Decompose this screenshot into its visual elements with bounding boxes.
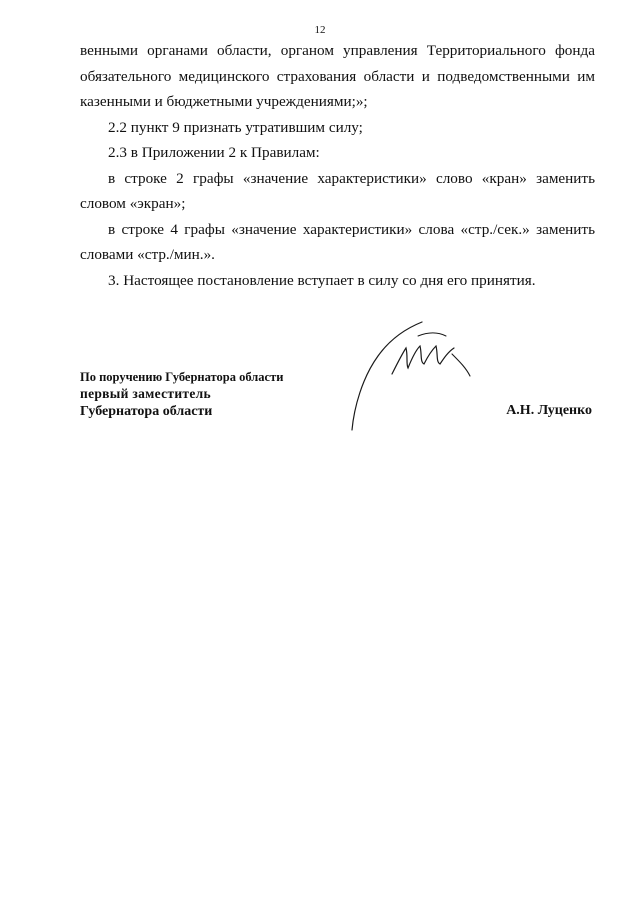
- signer-title-line-2: Губернатора области: [80, 404, 213, 419]
- signer-title-line-1: первый заместитель: [80, 386, 211, 401]
- paragraph-3: 3. Настоящее постановление вступает в силу со дня его принятия.: [108, 271, 536, 289]
- document-body: [80, 38, 595, 293]
- paragraph-row-2: в строке 2 графы «значение характеристики» слово «кран» заменить словом «экран»;: [80, 169, 595, 212]
- paragraph-2-3: 2.3 в Приложении 2 к Правилам:: [108, 144, 320, 161]
- paragraph-2-2: 2.2 пункт 9 признать утратившим силу;: [108, 118, 363, 136]
- paragraph-continuation: венными органами области, органом управления Территориального фонда обязательного медицинского страхования области и подведомственными им казенными и бюджетными учреждениями;»;: [80, 42, 595, 110]
- page-number: 12: [314, 24, 326, 36]
- paragraph-row-4: в строке 4 графы «значение характеристики» слова «стр./сек.» заменить словами «стр./мин.».: [80, 220, 595, 263]
- handwritten-signature-icon: [340, 318, 490, 438]
- signer-authority-line: По поручению Губернатора области: [80, 370, 284, 384]
- signer-name: А.Н. Луценко: [506, 403, 592, 418]
